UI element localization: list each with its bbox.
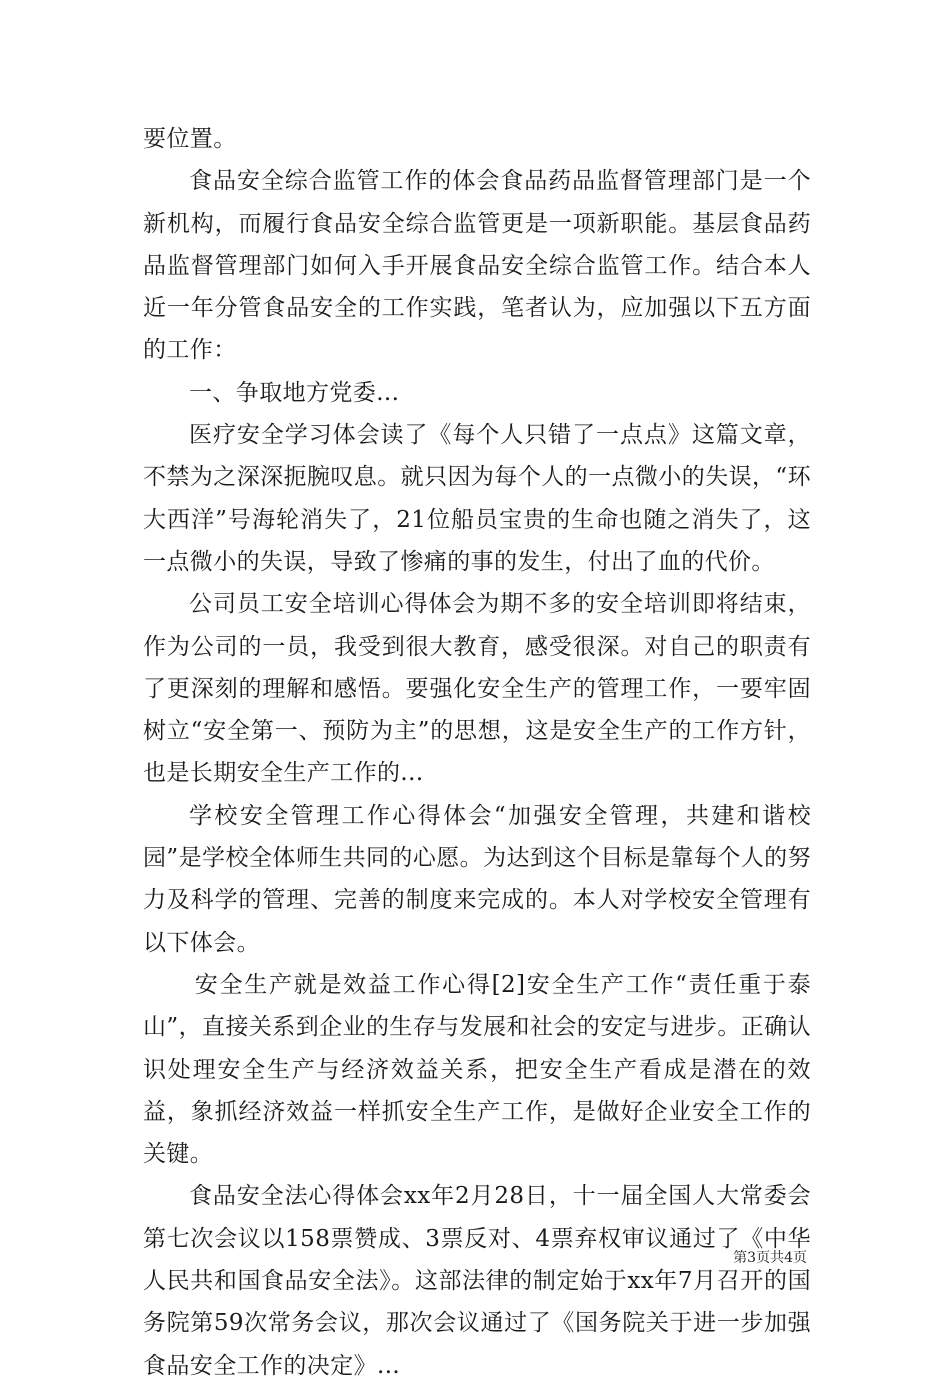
paragraph-8: 食品安全法心得体会xx年2月28日，十一届全国人大常委会第七次会议以158票赞成、3票反对、4票弃权审议通过了《中华人民共和国食品安全法》。这部法律的制定始于xx年7月召开的国务院第59次常务会议，那次会议通过了《国务院关于进一步加强食品安全工作的决定》...: [143, 1183, 811, 1379]
page-number-footer: 第3页共4页: [733, 1250, 807, 1266]
paragraph-2: 食品安全综合监管工作的体会食品药品监督管理部门是一个新机构，而履行食品安全综合监管更是一项新职能。基层食品药品监督管理部门如何入手开展食品安全综合监管工作。结合本人近一年分管食品安全的工作实践，笔者认为，应加强以下五方面的工作：: [143, 168, 811, 364]
paragraph-5: 公司员工安全培训心得体会为期不多的安全培训即将结束，作为公司的一员，我受到很大教育，感受很深。对自己的职责有了更深刻的理解和感悟。要强化安全生产的管理工作，一要牢固树立“安全第一、预防为主”的思想，这是安全生产的工作方针，也是长期安全生产工作的...: [143, 591, 811, 787]
document-body: [143, 118, 811, 1387]
paragraph-3: 一、争取地方党委...: [189, 379, 400, 406]
paragraph-7: 安全生产就是效益工作心得[2]安全生产工作“责任重于泰山”，直接关系到企业的生存与发展和社会的安定与进步。正确认识处理安全生产与经济效益关系，把安全生产看成是潜在的效益，象抓经济效益一样抓安全生产工作，是做好企业安全工作的关键。: [143, 971, 811, 1168]
paragraph-6: 学校安全管理工作心得体会“加强安全管理，共建和谐校园”是学校全体师生共同的心愿。为达到这个目标是靠每个人的努力及科学的管理、完善的制度来完成的。本人对学校安全管理有以下体会。: [143, 802, 811, 956]
paragraph-4: 医疗安全学习体会读了《每个人只错了一点点》这篇文章，不禁为之深深扼腕叹息。就只因为每个人的一点微小的失误，“环大西洋”号海轮消失了，21位船员宝贵的生命也随之消失了，这一点微小的失误，导致了惨痛的事的发生，付出了血的代价。: [143, 422, 811, 575]
paragraph-1: 要位置。: [143, 126, 237, 152]
